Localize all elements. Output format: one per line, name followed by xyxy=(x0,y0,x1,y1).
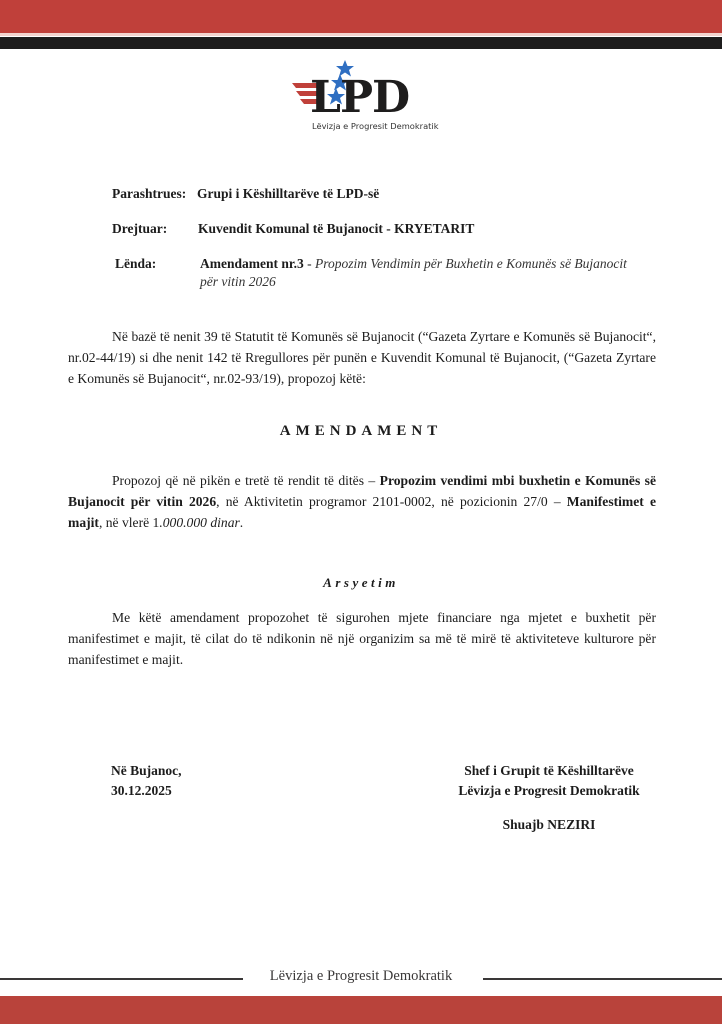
signature-name: Shuajb NEZIRI xyxy=(502,817,596,832)
footer-red-band xyxy=(0,996,722,1024)
subject-label: Lënda: xyxy=(115,256,157,271)
amount: .000.000 dinar xyxy=(159,515,240,530)
footer-rule-right xyxy=(483,978,722,980)
header-red-band xyxy=(0,0,722,33)
addressee-value: Kuvendit Komunal të Bujanocit - KRYETARIT xyxy=(198,221,475,236)
subject-description: Propozim Vendimin për Buxhetin e Komunës së Bujanocit xyxy=(315,256,627,271)
signature-block xyxy=(451,761,647,835)
reasoning-paragraph: Me këtë amendament propozohet të sigurohen mjete financiare nga mjetet e buxhetit për manifestimet e majit, të cilat do të ndikonin në një organizim sa më të mirë të aktiviteteve kulturore për manifestimet e majit. xyxy=(68,610,656,667)
signature-date: 30.12.2025 xyxy=(111,783,172,798)
subject-title: Amendament nr.3 xyxy=(200,256,304,271)
header-black-band xyxy=(0,37,722,49)
subject-description-line2: për vitin 2026 xyxy=(200,274,276,289)
header-divider xyxy=(0,33,722,36)
document-title: AMENDAMENT xyxy=(279,423,443,439)
party-logo xyxy=(290,58,439,133)
amendment-paragraph: Propozoj që në pikën e tretë të rendit të ditës – Propozim vendimi mbi buxhetin e Komunës së Bujanocit për vitin 2026, në Aktivitetin programor 2101-0002, në pozicionin 27/0 – Manifestimet e majit, në vlerë 1.000.000 dinar. xyxy=(68,473,656,530)
budget-position: Manifestimet e majit xyxy=(68,494,656,530)
addressee-label: Drejtuar: xyxy=(112,221,168,236)
logo-subtitle: Lëvizja e Progresit Demokratik xyxy=(312,121,439,131)
subject-value: Amendament nr.3 - Propozim Vendimin për Buxhetin e Komunës së Bujanocit xyxy=(200,256,627,271)
submitter-label: Parashtrues: xyxy=(112,186,187,201)
submitter-value: Grupi i Këshilltarëve të LPD-së xyxy=(197,186,380,201)
signature-party: Lëvizja e Progresit Demokratik xyxy=(458,783,640,798)
signature-place-date xyxy=(111,761,182,801)
reasoning-title: Arsyetim xyxy=(323,575,399,590)
logo-wordmark: LPD xyxy=(310,72,410,123)
intro-paragraph: Në bazë të nenit 39 të Statutit të Komunës së Bujanocit (“Gazeta Zyrtare e Komunës së Bujanocit“, nr.02-44/19) si dhe nenit 142 të Rregullores për punën e Kuvendit Komunal të Bujanocit, (“Gazeta Zyrtare e Komunës së Bujanocit“, nr.02-93/19), propozoj këtë: xyxy=(68,329,656,386)
agenda-item: Propozim vendimi mbi buxhetin e Komunës së Bujanocit për vitin 2026 xyxy=(68,473,656,509)
signature-role: Shef i Grupit të Këshilltarëve xyxy=(464,763,634,778)
signature-place: Në Bujanoc, xyxy=(111,763,182,778)
footer-text: Lëvizja e Progresit Demokratik xyxy=(269,968,453,984)
